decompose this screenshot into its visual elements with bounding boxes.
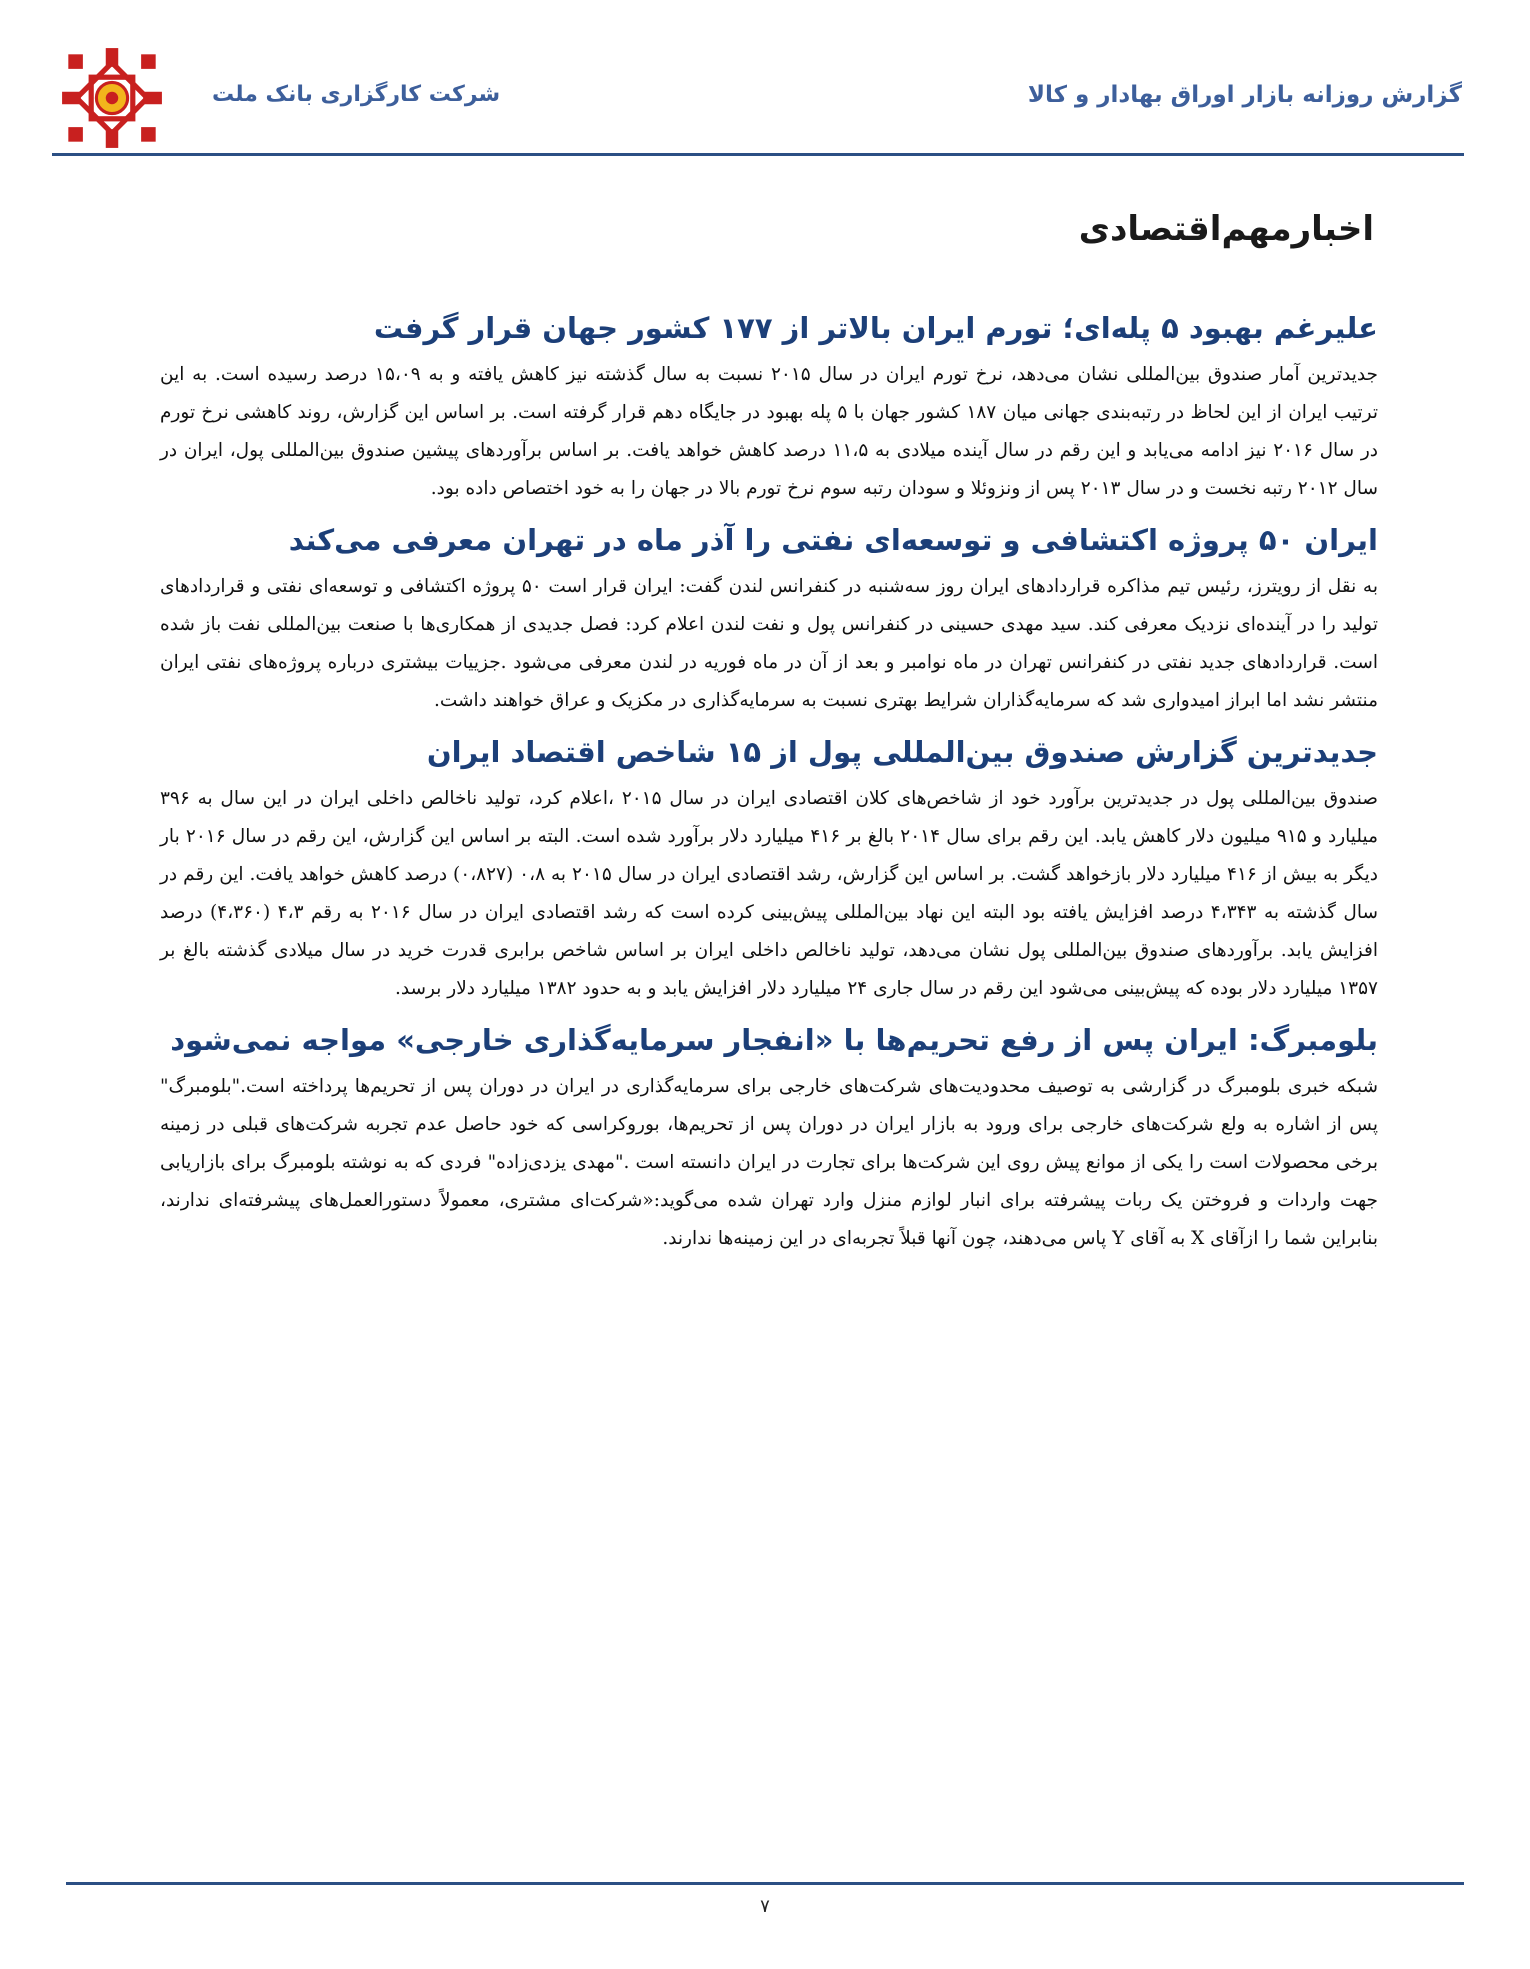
page-header: [60, 40, 1462, 130]
article-body: شبکه خبری بلومبرگ در گزارشی به توصیف محدودیت‌های شرکت‌های خارجی برای سرمایه‌گذاری در ایران در دوران پس از تحریم‌ها پرداخته است."بلومبرگ" پس از اشاره به ولع شرکت‌های خارجی برای ورود به بازار ایران در دوران پس از تحریم‌ها، بوروکراسی که خود حاصل عدم تجربه شرکت‌های قبلی در زمینه برخی محصولات است را یکی از موانع پیش روی این شرکت‌ها برای تجارت در ایران دانسته است ."مهدی یزدی‌زاده" فردی که به نوشته بلومبرگ برای بازاریابی جهت واردات و فروختن یک ربات پیشرفته برای انبار لوازم منزل وارد تهران شده می‌گوید:«شرکت‌ای مشتری، معمولاً دستورالعمل‌های پیشرفته‌ای ندارند، بنابراین شما را ازآقای X به آقای Y پاس می‌دهند، چون آنها قبلاً تجربه‌ای در این زمینه‌ها ندارند.: [160, 1076, 1378, 1249]
article-headline: جدیدترین گزارش صندوق بین‌المللی پول از ۱۵ شاخص اقتصاد ایران: [426, 735, 1378, 769]
article-body: جدیدترین آمار صندوق بین‌المللی نشان می‌دهد، نرخ تورم ایران در سال ۲۰۱۵ نسبت به سال گذشته نیز کاهش یافته و به ۱۵،۰۹ درصد رسیده است. به این ترتیب ایران از این لحاظ در رتبه‌بندی جهانی میان ۱۸۷ کشور جهان با ۵ پله بهبود در جایگاه دهم قرار گرفته است. بر اساس این گزارش، روند کاهشی نرخ تورم در سال ۲۰۱۶ نیز ادامه می‌یابد و این رقم در سال آینده میلادی به ۱۱،۵ درصد کاهش خواهد یافت. بر اساس برآوردهای پیشین صندوق بین‌المللی پول، ایران در سال ۲۰۱۲ رتبه نخست و در سال ۲۰۱۳ پس از ونزوئلا و سودان رتبه سوم نرخ تورم بالا در جهان را به خود اختصاص داده بود.: [160, 364, 1379, 499]
bank-mellat-logo-icon: [60, 46, 164, 150]
article-body: به نقل از رویترز، رئیس تیم مذاکره قراردادهای ایران روز سه‌شنبه در کنفرانس لندن گفت: ایران قرار است ۵۰ پروژه اکتشافی و توسعه‌ای نفتی و قراردادهای تولید را در آینده‌ای نزدیک معرفی کند. سید مهدی حسینی در کنفرانس پول و نفت لندن اعلام کرد: فصل جدیدی از همکاری‌ها با صنعت بین‌المللی نفت باز شده است. قراردادهای جدید نفتی در کنفرانس تهران در ماه نوامبر و بعد از آن در ماه فوریه در لندن معرفی می‌شود .جزییات بیشتری درباره پروژه‌های نفتی ایران منتشر نشد اما ابراز امیدواری شد که سرمایه‌گذاران شرایط بهتری نسبت به سرمایه‌گذاری در مکزیک و عراق خواهند داشت.: [160, 576, 1378, 711]
footer-divider: [66, 1882, 1464, 1885]
section-title: اخبارمهم‌اقتصادی: [1078, 208, 1374, 249]
article-headline: علیرغم بهبود ۵ پله‌ای؛ تورم ایران بالاتر از ۱۷۷ کشور جهان قرار گرفت: [373, 311, 1378, 345]
report-title: گزارش روزانه بازار اوراق بهادار و کالا: [1027, 82, 1462, 108]
news-article: [160, 306, 1378, 508]
header-divider: [52, 153, 1464, 156]
news-content: [160, 306, 1378, 1268]
article-headline: ایران ۵۰ پروژه اکتشافی و توسعه‌ای نفتی را آذر ماه در تهران معرفی می‌کند: [288, 523, 1378, 557]
article-body: صندوق بین‌المللی پول در جدیدترین برآورد خود از شاخص‌های کلان اقتصادی ایران در سال ۲۰۱۵ ،اعلام کرد، تولید ناخالص داخلی ایران در این سال به ۳۹۶ میلیارد و ۹۱۵ میلیون دلار کاهش یابد. این رقم برای سال ۲۰۱۴ بالغ بر ۴۱۶ میلیارد دلار برآورد شده است. البته بر اساس این گزارش، این رقم در سال ۲۰۱۶ بار دیگر به بیش از ۴۱۶ میلیارد دلار بازخواهد گشت. بر اساس این گزارش، رشد اقتصادی ایران در سال ۲۰۱۵ به ۰،۸ (۰،۸۲۷) درصد کاهش خواهد یافت. این رقم در سال گذشته به ۴،۳۴۳ درصد افزایش یافته بود البته این نهاد بین‌المللی پیش‌بینی کرده است که رشد اقتصادی ایران در سال ۲۰۱۶ به رقم ۴،۳ (۴،۳۶۰) درصد افزایش یابد. برآوردهای صندوق بین‌المللی پول نشان می‌دهد، تولید ناخالص داخلی ایران بر اساس شاخص برابری قدرت خرید در سال میلادی گذشته بالغ بر ۱۳۵۷ میلیارد دلار بوده که پیش‌بینی می‌شود این رقم در سال جاری ۲۴ میلیارد دلار افزایش یابد و به حدود ۱۳۸۲ میلیارد دلار برسد.: [160, 788, 1379, 999]
article-headline: بلومبرگ: ایران پس از رفع تحریم‌ها با «انفجار سرمایه‌گذاری خارجی» مواجه نمی‌شود: [170, 1023, 1378, 1057]
news-article: [160, 1018, 1378, 1258]
news-article: [160, 518, 1378, 720]
company-name: شرکت کارگزاری بانک ملت: [212, 82, 501, 107]
page-number: ۷: [760, 1896, 770, 1917]
news-article: [160, 730, 1378, 1008]
